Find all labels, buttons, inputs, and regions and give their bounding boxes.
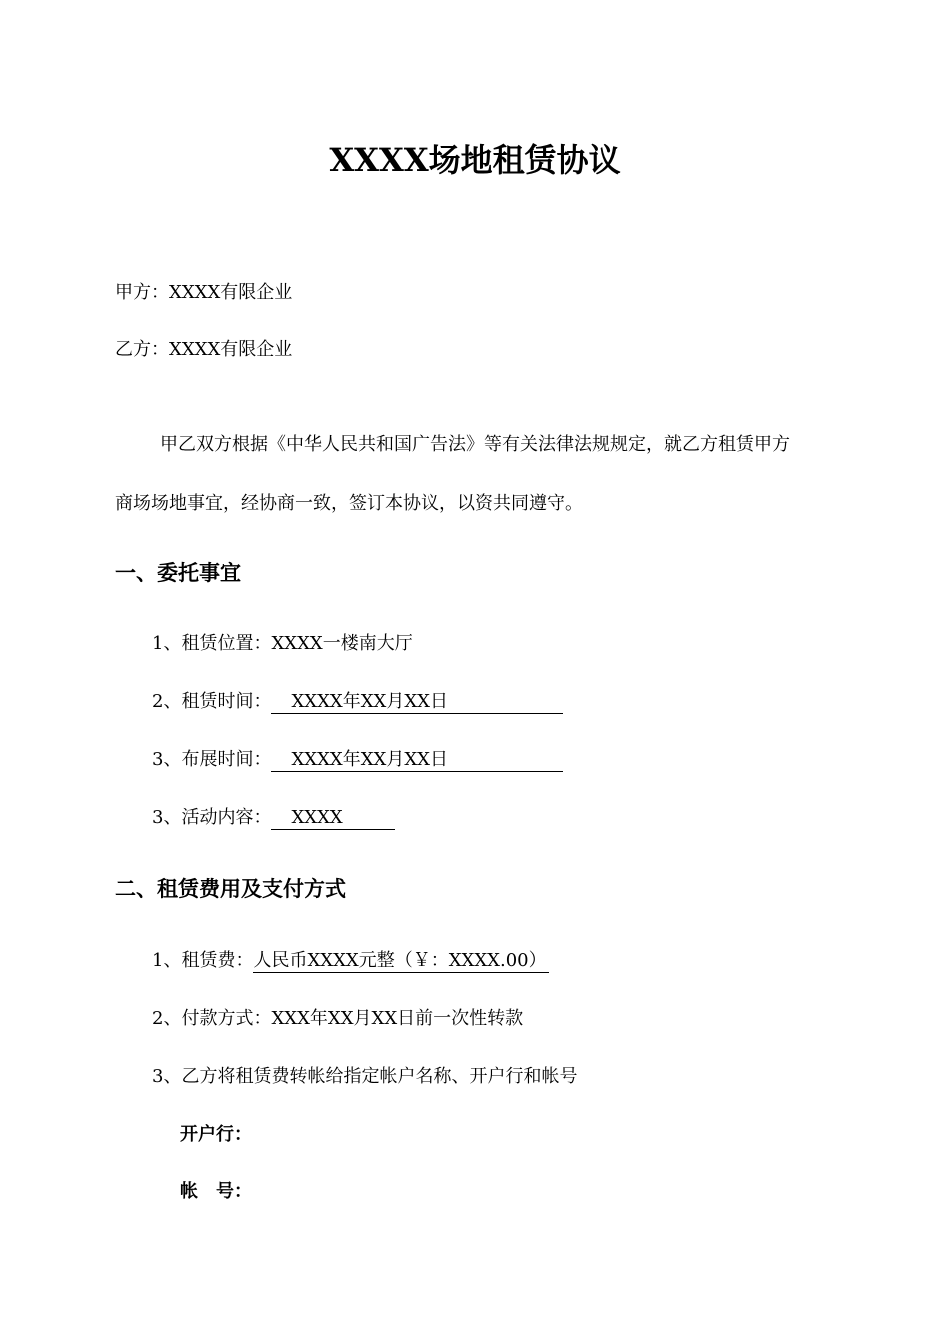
activity-content — [152, 806, 395, 830]
section-heading-fees: 二、租赁费用及支付方式 — [115, 877, 346, 901]
account-label: 帐 号： — [180, 1181, 252, 1202]
setup-time-label: 3、布展时间： — [152, 749, 272, 770]
rental-fee — [152, 949, 549, 973]
rental-fee-label: 1、租赁费： — [152, 950, 254, 971]
activity-content-label: 3、活动内容： — [152, 807, 272, 828]
transfer-instruction: 3、乙方将租赁费转帐给指定帐户名称、开户行和帐号 — [152, 1066, 578, 1087]
lease-time-label: 2、租赁时间： — [152, 691, 272, 712]
payment-method: 2、付款方式：XXX年XX月XX日前一次性转款 — [152, 1008, 524, 1029]
intro-paragraph-line-2: 商场场地事宜，经协商一致，签订本协议，以资共同遵守。 — [115, 493, 583, 514]
lease-location: 1、租赁位置：XXXX一楼南大厅 — [152, 633, 413, 654]
rental-fee-value: 人民币XXXX元整（￥：XXXX.00） — [253, 950, 547, 971]
party-a: 甲方：XXXX有限企业 — [115, 282, 293, 303]
lease-time-value: XXXX年XX月XX日 — [271, 691, 563, 714]
section-heading-entrustment: 一、委托事宜 — [115, 561, 241, 585]
setup-time — [152, 748, 563, 772]
document-title: XXXX场地租赁协议 — [329, 141, 621, 179]
lease-time — [152, 690, 563, 714]
bank-label: 开户行： — [180, 1124, 252, 1145]
party-b: 乙方：XXXX有限企业 — [115, 339, 293, 360]
activity-content-value: XXXX — [271, 807, 395, 830]
intro-paragraph-line-1: 甲乙双方根据《中华人民共和国广告法》等有关法律法规规定，就乙方租赁甲方 — [160, 434, 790, 455]
setup-time-value: XXXX年XX月XX日 — [271, 749, 563, 772]
